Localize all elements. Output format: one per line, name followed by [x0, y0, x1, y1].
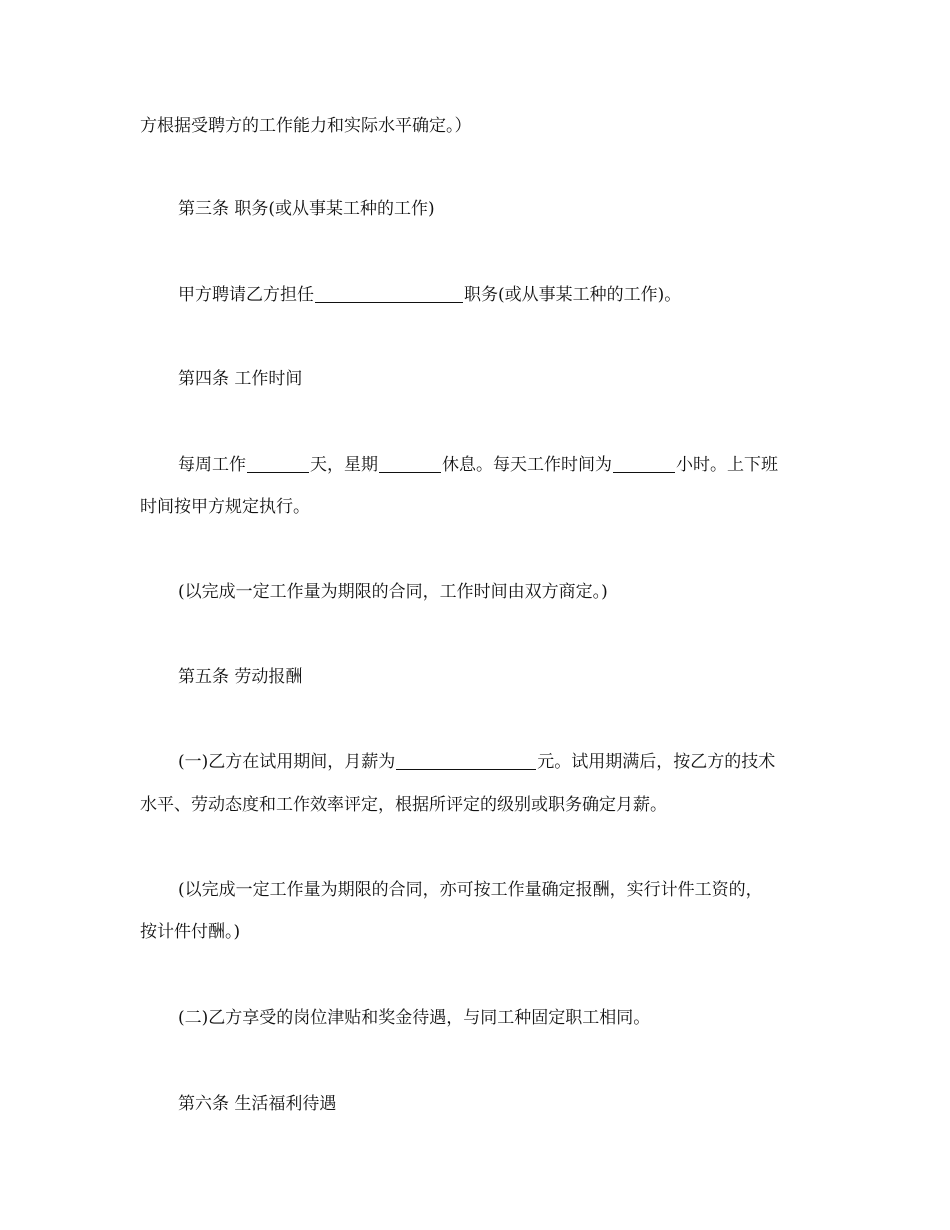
- position-blank[interactable]: [315, 284, 463, 303]
- article-5-item-1-line2: 水平、劳动态度和工作效率评定，根据所评定的级别或职务确定月薪。: [140, 795, 667, 815]
- article-3-heading: 第三条 职务(或从事某工种的工作): [178, 199, 435, 219]
- hours-blank[interactable]: [613, 454, 675, 473]
- workdays-label: 每周工作: [178, 455, 246, 475]
- article-5-item-2: (二)乙方享受的岗位津贴和奖金待遇，与同工种固定职工相同。: [178, 1008, 651, 1028]
- restday-label: 天，星期: [310, 455, 378, 475]
- article-5-heading: 第五条 劳动报酬: [178, 667, 303, 687]
- restday-blank[interactable]: [379, 454, 441, 473]
- workdays-blank[interactable]: [247, 454, 309, 473]
- article-3-body: [178, 282, 820, 308]
- article-4-body-line1: [178, 452, 820, 478]
- hours-label: 休息。每天工作时间为: [442, 455, 612, 475]
- article-5-note-line2: 按计件付酬。): [140, 922, 241, 942]
- article-3-body-prefix: 甲方聘请乙方担任: [178, 285, 314, 305]
- article-3-body-suffix: 职务(或从事某工种的工作)。: [464, 285, 682, 305]
- hours-suffix: 小时。上下班: [676, 455, 778, 475]
- article-4-heading: 第四条 工作时间: [178, 369, 303, 389]
- article-6-heading: 第六条 生活福利待遇: [178, 1094, 337, 1114]
- salary-label: (一)乙方在试用期间，月薪为: [178, 752, 396, 772]
- article-4-note: (以完成一定工作量为期限的合同，工作时间由双方商定。): [178, 582, 608, 602]
- salary-blank[interactable]: [396, 751, 536, 770]
- continuation-text: 方根据受聘方的工作能力和实际水平确定。）: [140, 116, 472, 136]
- article-5-note-line1: (以完成一定工作量为期限的合同，亦可按工作量确定报酬，实行计件工资的，: [178, 880, 763, 900]
- article-5-item-1-line1: [178, 749, 820, 775]
- salary-suffix: 元。试用期满后，按乙方的技术: [537, 752, 776, 772]
- article-4-body-line2: 时间按甲方规定执行。: [140, 497, 310, 517]
